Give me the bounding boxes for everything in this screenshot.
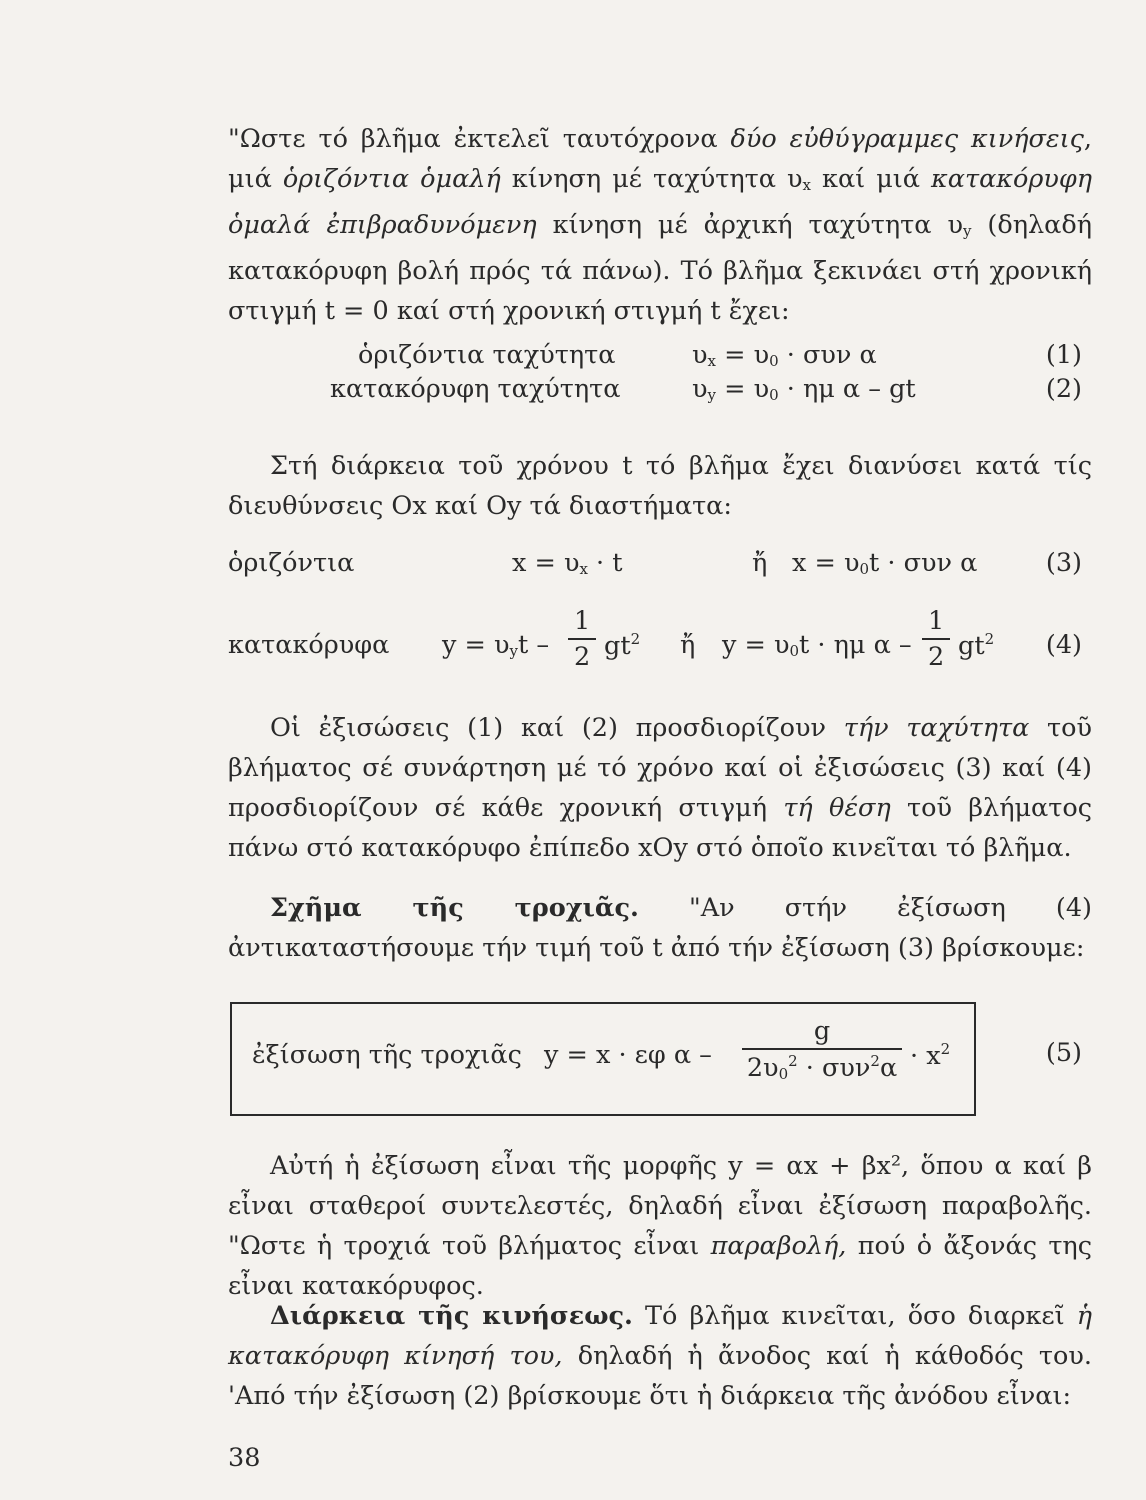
text-span: (δηλαδή κατακόρυφη βολή πρός τά πάνω). Τό βλῆμα ξεκινάει στή χρονική στιγμή t = 0 καί στή χρονική στιγμή t ἔχει: [228,210,1092,326]
text-span: κίνηση μέ ταχύτητα υ [500,164,803,194]
equation-3b: $x = \upsilon_0t \cdot \sigma\upsilon\nu$ α [792,548,978,578]
italic-span: δύο εὐθύγραμμες κινήσεις [730,124,1084,154]
italic-span: κατακόρυφη ὁμαλά ἐπιβραδυνόμενη [228,164,1092,240]
eq4-gt2-b: $gt^2$ [958,630,995,661]
eq1-label: ὁριζόντια ταχύτητα [358,340,616,370]
equation-4b: $y = \upsilon_0t \cdot \eta\mu$ α – [722,630,912,660]
equation-1: $\upsilon_x = \upsilon_0 \cdot \sigma\upsilon\nu$ α [692,340,877,370]
text-span: Στή διάρκεια τοῦ χρόνου t τό βλῆμα ἔχει διανύσει κατά τίς διευθύνσεις Ox καί Oy τά διαστήματα: [228,451,1092,521]
eq4-label: κατακόρυφα [228,630,390,660]
text-span: "Ωστε τό βλῆμα ἐκτελεῖ ταυτόχρονα [228,124,731,154]
text-span: κίνηση μέ ἀρχική ταχύτητα υ [536,210,963,240]
eq3-number: (3) [1045,548,1082,578]
eq2-number: (2) [1045,374,1082,404]
eq5-tail: · $x^2$ [910,1040,951,1071]
eq5-number: (5) [1045,1038,1082,1068]
page-number: 38 [228,1443,261,1473]
italic-span: ὁριζόντια ὁμαλή [282,164,501,194]
eq4-or: ἤ [680,630,696,660]
eq5-fraction: g $2\upsilon_0^2 \cdot \sigma\upsilon\nu^2\alpha$ [742,1016,902,1083]
fraction-half: $\frac{1}{2}$ [568,606,596,672]
paragraph-trajectory: Σχῆμα τῆς τροχιᾶς. "Αν στήν ἐξίσωση (4) ἀντικαταστήσουμε τήν τιμή τοῦ t ἀπό τήν ἐξίσωση (3) βρίσκουμε: [228,893,1092,963]
paragraph-parabola: Αὐτή ἡ ἐξίσωση εἶναι τῆς μορφῆς y = αx + βx², ὅπου α καί β εἶναι σταθεροί συντελεστές, δηλαδή εἶναι ἐξίσωση παραβολῆς. "Ωστε ἡ τροχιά τοῦ βλήματος εἶναι παραβολή, πού ὁ ἄξονάς της εἶναι κατακόρυφος. [228,1151,1092,1301]
paragraph-distances [228,446,1092,526]
eq4-number: (4) [1045,630,1082,660]
equation-4a: $y = \upsilon_yt$ – [442,630,550,660]
eq1-number: (1) [1045,340,1082,370]
paragraph-meaning: Οἱ ἐξισώσεις (1) καί (2) προσδιορίζουν τήν ταχύτητα τοῦ βλήματος σέ συνάρτηση μέ τό χρόνο καί οἱ ἐξισώσεις (3) καί (4) προσδιορίζουν σέ κάθε χρονική στιγμή τή θέση τοῦ βλήματος πάνω στό κατακόρυφο ἐπίπεδο xOy στό ὁποῖο κινεῖται τό βλῆμα. [228,713,1093,863]
paragraph-duration: Διάρκεια τῆς κινήσεως. Τό βλῆμα κινεῖται, ὅσο διαρκεῖ ἡ κατακόρυφη κίνησή του, δηλαδή ἡ ἄνοδος καί ἡ κάθοδός του. 'Από τήν ἐξίσωση (2) βρίσκουμε ὅτι ἡ διάρκεια τῆς ἀνόδου εἶναι: [228,1301,1092,1411]
text-span: καί μιά [811,164,932,194]
subscript: x [802,176,811,194]
equation-2: $\upsilon_y = \upsilon_0 \cdot \eta\mu$ α – gt [692,374,916,404]
paragraph-intro [228,119,1092,331]
text-span: , μιά [228,124,1092,194]
eq5-lhs: y = x · εφ α – [544,1040,712,1070]
eq3-label: ὁριζόντια [228,548,355,578]
equation-3a: $x = \upsilon_x \cdot t$ [512,548,623,578]
eq2-label: κατακόρυφη ταχύτητα [330,374,621,404]
subscript: y [962,222,972,240]
eq3-or: ἤ [752,548,768,578]
eq4-gt2: $gt^2$ [604,630,641,661]
eq5-label: ἐξίσωση τῆς τροχιᾶς [252,1040,522,1070]
fraction-half-2: $\frac{1}{2}$ [922,606,950,672]
section-heading: Σχῆμα τῆς τροχιᾶς. [270,893,639,923]
section-heading: Διάρκεια τῆς κινήσεως. [270,1301,633,1331]
